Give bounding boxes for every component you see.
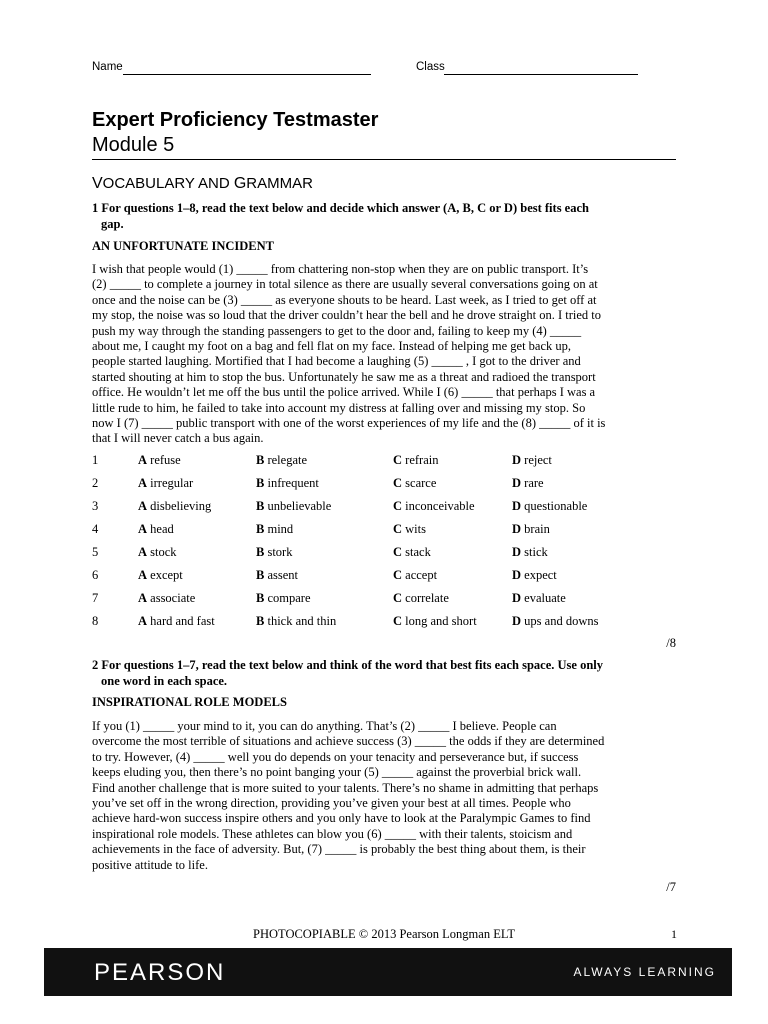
option-a[interactable]: A irregular (138, 476, 194, 490)
option-c[interactable]: C correlate (393, 591, 449, 605)
option-row: 8 A hard and fast B thick and thin C long and short D ups and downs (92, 614, 599, 628)
option-c[interactable]: C long and short (393, 614, 477, 628)
pearson-logo: PEARSON (94, 959, 226, 986)
option-a[interactable]: A refuse (138, 453, 181, 467)
passage-line: you’ve set off in the wrong direction, providing you’ve given your best at all times. People who (92, 796, 571, 811)
passage-line: (2) _____ to complete a journey in total silence as there are usually several conversations going on at (92, 277, 598, 292)
option-row: 4 A head B mind C wits D brain (92, 522, 550, 536)
option-b[interactable]: B stork (256, 545, 293, 559)
option-c[interactable]: C refrain (393, 453, 439, 467)
option-b[interactable]: B mind (256, 522, 294, 536)
passage-line: people started laughing. Mortified that I had become a laughing (5) _____ , I got to the driver and (92, 354, 581, 369)
option-row: 6 A except B assent C accept D expect (92, 568, 557, 582)
option-c[interactable]: C wits (393, 522, 426, 536)
part1-score: /8 (666, 636, 676, 650)
option-b[interactable]: B infrequent (256, 476, 319, 490)
option-a[interactable]: A stock (138, 545, 177, 559)
passage-line: I wish that people would (1) _____ from chattering non-stop when they are on public transport. It’s (92, 262, 589, 276)
part1-heading: AN UNFORTUNATE INCIDENT (92, 239, 274, 253)
passage-line: positive attitude to life. (92, 857, 208, 872)
option-c[interactable]: C scarce (393, 476, 437, 490)
option-c[interactable]: C stack (393, 545, 431, 559)
option-a[interactable]: A hard and fast (138, 614, 215, 628)
passage-line: overcome the most terrible of situations and achieve success (3) _____ the odds if they are determined (92, 734, 605, 749)
option-b[interactable]: B relegate (256, 453, 308, 467)
option-c[interactable]: C inconceivable (393, 499, 475, 513)
option-b[interactable]: B assent (256, 568, 299, 582)
class-field-line[interactable] (444, 74, 638, 75)
option-d[interactable]: D ups and downs (512, 614, 599, 628)
tagline: ALWAYS LEARNING (573, 965, 716, 979)
part2-passage (92, 719, 680, 873)
option-d[interactable]: D evaluate (512, 591, 566, 605)
passage-line: keeps eluding you, then there’s no point banging your (5) _____ against the proverbial brick wall. (92, 765, 582, 780)
part2-heading: INSPIRATIONAL ROLE MODELS (92, 695, 287, 709)
option-d[interactable]: D brain (512, 522, 550, 536)
passage-line: office. He wouldn’t let me off the bus until the police arrived. While I (6) _____ that perhaps I was a (92, 385, 596, 400)
passage-line: achievements in the face of adversity. But, (7) _____ is probably the best thing about them, is their (92, 842, 586, 857)
passage-line: inspirational role models. These athletes can blow you (6) _____ with their talents, stoicism and (92, 826, 573, 841)
option-a[interactable]: A associate (138, 591, 196, 605)
option-row: 1 A refuse B relegate C refrain D reject (92, 453, 552, 467)
passage-line: that I will never catch a bus again. (92, 431, 264, 446)
passage-line: once and the noise can be (3) _____ as everyone shouts to be heard. Last week, as I tried to get off at (92, 292, 597, 307)
footer-bar (44, 948, 732, 996)
option-b[interactable]: B compare (256, 591, 311, 605)
passage-line: to try. However, (4) _____ well you do depends on your tenacity and perseverance but, if success (92, 749, 579, 764)
page-subtitle: Module 5 (92, 134, 175, 156)
part1-passage (92, 262, 680, 447)
passage-line: my stop, the noise was so loud that the driver couldn’t hear the bell and he drove straight on. I tried to (92, 308, 602, 323)
name-class-row (92, 61, 652, 77)
option-row: 7 A associate B compare C correlate D evaluate (92, 591, 566, 605)
option-b[interactable]: B thick and thin (256, 614, 337, 628)
option-a[interactable]: A except (138, 568, 183, 582)
name-field-line[interactable] (123, 74, 371, 75)
passage-line: about me, I caught my foot on a bag and fell flat on my face. Instead of helping me get back up, (92, 339, 572, 354)
passage-line: If you (1) _____ your mind to it, you can do anything. That’s (2) _____ I believe. People can (92, 719, 557, 733)
passage-line: started shouting at him to stop the bus. Unfortunately he saw me as a threat and radioed the transport (92, 369, 596, 384)
option-d[interactable]: D questionable (512, 499, 588, 513)
passage-line: now I (7) _____ public transport with one of the worst experiences of my life and the (8) _____ of it is (92, 416, 606, 431)
part1-options (92, 453, 692, 637)
title-divider (92, 159, 676, 160)
name-label: Name (92, 61, 123, 73)
part1-instruction: 1 For questions 1–8, read the text below and decide which answer (A, B, C or D) best fits each gap. (92, 201, 589, 231)
option-row: 3 A disbelieving B unbelievable C inconceivable D questionable (92, 499, 588, 513)
option-row: 5 A stock B stork C stack D stick (92, 545, 548, 559)
option-b[interactable]: B unbelievable (256, 499, 332, 513)
part2-score: /7 (666, 880, 676, 894)
section-heading: VOCABULARY AND GRAMMAR (92, 175, 313, 192)
option-d[interactable]: D stick (512, 545, 548, 559)
option-c[interactable]: C accept (393, 568, 438, 582)
option-d[interactable]: D rare (512, 476, 544, 490)
passage-line: achieve hard-won success inspire others and you only have to look at the Paralympic Games to find (92, 811, 591, 826)
class-label: Class (416, 61, 445, 73)
option-a[interactable]: A head (138, 522, 174, 536)
passage-line: little rude to him, he failed to take into account my distress at falling over and missing my stop. So (92, 400, 586, 415)
passage-line: push my way through the standing passengers to get to the door and, failing to keep my (4) _____ (92, 323, 582, 338)
part2-instruction: 2 For questions 1–7, read the text below and think of the word that best fits each space. Use only one word in each space. (92, 658, 603, 688)
page-number: 1 (671, 927, 677, 941)
passage-line: Find another challenge that is more suited to your talents. There’s no shame in admitting that perhaps (92, 780, 599, 795)
option-row: 2 A irregular B infrequent C scarce D rare (92, 476, 544, 490)
option-d[interactable]: D reject (512, 453, 552, 467)
page-title: Expert Proficiency Testmaster (92, 109, 379, 131)
option-d[interactable]: D expect (512, 568, 557, 582)
option-a[interactable]: A disbelieving (138, 499, 212, 513)
copyright-notice: PHOTOCOPIABLE © 2013 Pearson Longman ELT (253, 927, 515, 941)
